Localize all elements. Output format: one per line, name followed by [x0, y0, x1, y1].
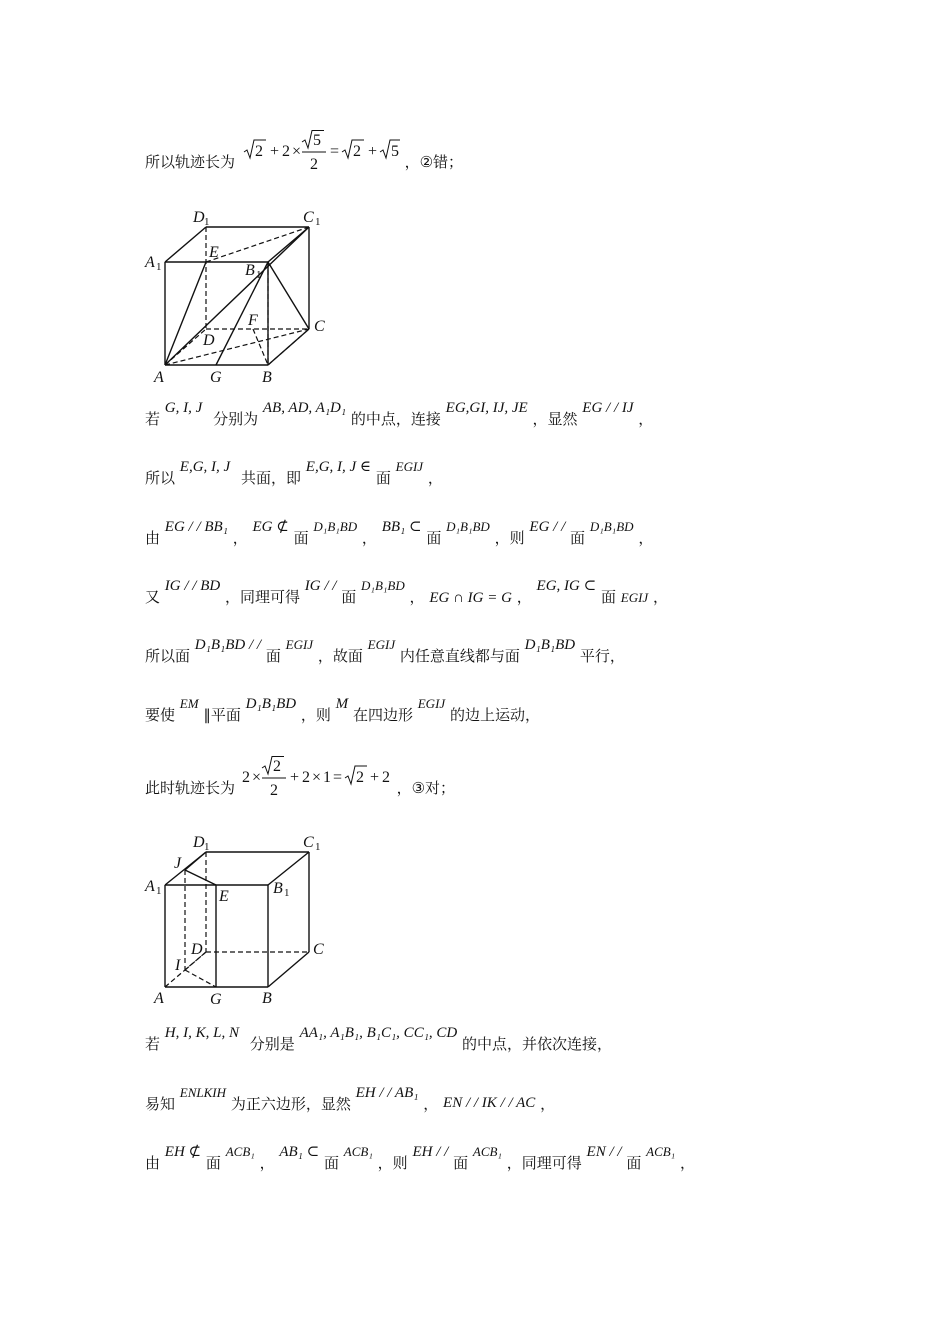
math-expr: D₁B₁BD / /: [194, 637, 262, 653]
line-text: ，: [423, 1095, 439, 1113]
label-D1-sub: 1: [204, 216, 210, 228]
label-D1-sub: 1: [204, 841, 210, 853]
label-A1: A: [145, 878, 155, 895]
line-text: 面: [375, 469, 391, 487]
text-line-2: [145, 400, 654, 429]
line-text: ，同理可得: [225, 588, 301, 606]
label-E: E: [219, 888, 229, 905]
formula-2x-sqrt2-over-2-plus-2: [240, 756, 392, 802]
label-D: D: [203, 332, 215, 349]
math-expr: D₁B₁BD: [524, 637, 576, 653]
line-text: 面: [293, 529, 309, 547]
svg-text:×: ×: [291, 143, 301, 160]
math-expr: EG ∩ IG = G: [429, 590, 512, 606]
label-B1: B: [273, 880, 283, 897]
math-expr: E,G, I, J ∈: [305, 459, 372, 475]
label-G: G: [210, 991, 222, 1008]
label-D: D: [191, 941, 203, 958]
line-text: ，: [427, 469, 443, 487]
line-text: 面: [341, 588, 357, 606]
label-A1-sub: 1: [156, 885, 162, 897]
line-text: 面: [265, 647, 281, 665]
label-E: E: [209, 244, 219, 261]
text-line-9: [145, 1025, 613, 1054]
line-text: ，: [409, 588, 425, 606]
math-expr: M: [335, 696, 349, 712]
line-text: ，: [361, 529, 377, 547]
label-A1: A: [145, 254, 155, 271]
label-D1: D: [193, 209, 205, 226]
label-D1: D: [193, 834, 205, 851]
line-text: ，: [638, 410, 654, 428]
line-text: ，则: [494, 529, 525, 547]
math-expr: EH / /: [412, 1144, 449, 1160]
svg-text:2: 2: [355, 769, 364, 786]
math-expr: IG / /: [304, 578, 337, 594]
math-expr: EG / /: [529, 519, 566, 535]
line-text: 此时轨迹长为: [145, 779, 236, 797]
math-expr: EGIJ: [620, 590, 649, 605]
math-expr: ACB₁: [646, 1144, 676, 1159]
line-text: ，②错；: [404, 153, 464, 171]
math-expr: EGIJ: [417, 696, 446, 711]
math-expr: EG ⊄: [252, 519, 289, 535]
math-expr: G, I, J: [164, 400, 203, 416]
line-text: ，显然: [532, 410, 578, 428]
cube-figure-2: [143, 830, 343, 1010]
text-line-5: [145, 578, 668, 607]
svg-text:=: =: [332, 769, 342, 786]
label-B1-sub: 1: [256, 269, 262, 281]
math-expr: AB, AD, A₁D₁: [262, 400, 347, 416]
line-text: 面: [426, 529, 442, 547]
label-A: A: [154, 369, 164, 385]
text-line-3: [145, 459, 443, 488]
line-text: 在四边形: [352, 706, 413, 724]
math-expr: EN / / IK / / AC: [443, 1095, 536, 1111]
svg-text:2: 2: [281, 143, 290, 160]
math-expr: EGIJ: [285, 637, 314, 652]
text-line-7: [145, 696, 540, 725]
svg-text:+: +: [367, 143, 377, 160]
line-text: 又: [145, 588, 161, 606]
line-text: 面: [626, 1154, 642, 1172]
label-C: C: [314, 318, 325, 335]
line-text: ∥平面: [203, 706, 241, 724]
math-expr: EGIJ: [395, 459, 424, 474]
math-expr: EM: [179, 696, 199, 711]
math-expr: ENLKIH: [179, 1085, 227, 1100]
label-B: B: [262, 369, 272, 385]
label-C1: C: [303, 834, 314, 851]
line-text: 平行，: [579, 647, 625, 665]
cube-figure-1: [143, 205, 343, 385]
svg-text:2: 2: [269, 782, 278, 799]
line-text: 由: [145, 1154, 161, 1172]
svg-text:5: 5: [312, 132, 321, 149]
label-I: I: [175, 957, 181, 974]
line-text: ，: [652, 588, 668, 606]
svg-text:+: +: [289, 769, 299, 786]
math-expr: ACB₁: [225, 1144, 255, 1159]
label-C1: C: [303, 209, 314, 226]
svg-text:1: 1: [322, 769, 331, 786]
math-expr: EG / / IJ: [582, 400, 634, 416]
line-text: 面: [324, 1154, 340, 1172]
svg-text:2: 2: [272, 758, 281, 775]
math-expr: ACB₁: [343, 1144, 373, 1159]
line-text: 易知: [145, 1095, 176, 1113]
line-text: 所以面: [145, 647, 191, 665]
line-text: ，: [638, 529, 654, 547]
label-C1-sub: 1: [315, 216, 321, 228]
label-B: B: [262, 990, 272, 1007]
line-text: 内任意直线都与面: [399, 647, 520, 665]
math-expr: D₁B₁BD: [589, 519, 634, 534]
line-text: 分别是: [249, 1035, 295, 1053]
line-text: ，: [540, 1095, 556, 1113]
line-text: 分别为: [213, 410, 259, 428]
math-expr: EG,GI, IJ, JE: [445, 400, 528, 416]
math-expr: AA₁, A₁B₁, B₁C₁, CC₁, CD: [299, 1025, 458, 1041]
math-expr: EH / / AB₁: [355, 1085, 419, 1101]
text-line-10: [145, 1085, 556, 1114]
math-expr: E,G, I, J: [179, 459, 231, 475]
math-expr: AB₁ ⊂: [279, 1144, 320, 1160]
math-expr: EG / / BB₁: [164, 519, 228, 535]
math-expr: ACB₁: [472, 1144, 502, 1159]
label-J: J: [174, 855, 182, 872]
math-expr: D₁B₁BD: [245, 696, 297, 712]
svg-text:2: 2: [381, 769, 390, 786]
svg-text:2: 2: [241, 769, 250, 786]
text-line-6: [145, 637, 625, 666]
label-B1: B: [245, 262, 255, 279]
line-text: 所以: [145, 469, 176, 487]
text-line-8: [145, 758, 456, 802]
line-text: 面: [453, 1154, 469, 1172]
text-line-11: [145, 1144, 695, 1173]
label-A: A: [154, 990, 164, 1007]
line-text: 面: [205, 1154, 221, 1172]
svg-text:+: +: [369, 769, 379, 786]
text-line-1: [145, 132, 464, 176]
math-expr: H, I, K, L, N: [164, 1025, 239, 1041]
line-text: 要使: [145, 706, 176, 724]
line-text: 的边上运动，: [449, 706, 540, 724]
label-C: C: [313, 941, 324, 958]
math-expr: EGIJ: [367, 637, 396, 652]
line-text: ，故面: [317, 647, 363, 665]
text-line-4: [145, 519, 654, 548]
line-text: 的中点，并依次连接，: [462, 1035, 613, 1053]
svg-text:2: 2: [301, 769, 310, 786]
svg-text:=: =: [329, 143, 339, 160]
line-text: 若: [145, 1035, 161, 1053]
math-expr: EH ⊄: [164, 1144, 202, 1160]
svg-text:2: 2: [254, 143, 263, 160]
svg-text:×: ×: [251, 769, 261, 786]
line-text: 面: [600, 588, 616, 606]
label-B1-sub: 1: [284, 887, 290, 899]
math-expr: EN / /: [586, 1144, 622, 1160]
label-A1-sub: 1: [156, 261, 162, 273]
label-F: F: [248, 312, 258, 329]
line-text: 若: [145, 410, 161, 428]
line-text: 面: [570, 529, 586, 547]
svg-text:+: +: [269, 143, 279, 160]
label-C1-sub: 1: [315, 841, 321, 853]
line-text: ，则: [377, 1154, 408, 1172]
line-text: ，: [259, 1154, 275, 1172]
math-expr: EG, IG ⊂: [536, 578, 597, 594]
math-expr: D₁B₁BD: [446, 519, 490, 534]
svg-text:2: 2: [309, 156, 318, 173]
line-text: 所以轨迹长为: [145, 153, 236, 171]
line-text: ，③对；: [396, 779, 456, 797]
label-G: G: [210, 369, 222, 385]
svg-text:5: 5: [390, 143, 399, 160]
math-expr: BB₁ ⊂: [381, 519, 422, 535]
formula-sqrt2-plus-2sqrt5-over-2: [240, 130, 400, 176]
line-text: 为正六边形，显然: [230, 1095, 351, 1113]
math-expr: IG / / BD: [164, 578, 221, 594]
svg-text:×: ×: [311, 769, 321, 786]
line-text: 由: [145, 529, 161, 547]
math-expr: D₁B₁BD: [361, 578, 405, 593]
math-expr: D₁B₁BD: [313, 519, 358, 534]
line-text: ，: [232, 529, 248, 547]
line-text: 的中点，连接: [350, 410, 441, 428]
line-text: ，: [679, 1154, 695, 1172]
line-text: 共面，即: [240, 469, 301, 487]
line-text: ，同理可得: [506, 1154, 582, 1172]
line-text: ，: [516, 588, 532, 606]
line-text: ，则: [300, 706, 331, 724]
svg-text:2: 2: [352, 143, 361, 160]
